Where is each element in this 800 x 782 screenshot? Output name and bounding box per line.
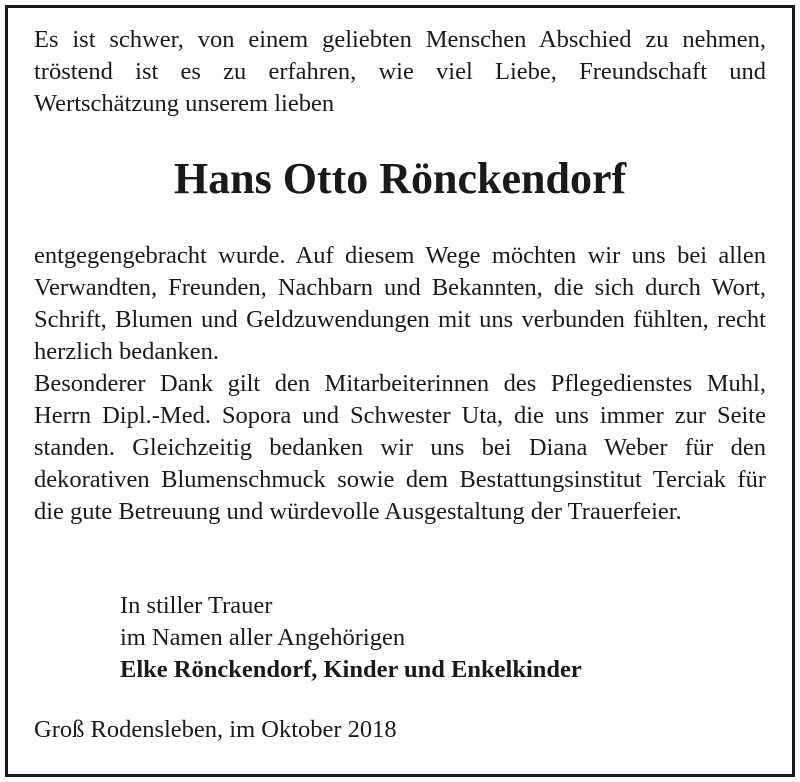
signature-names: Elke Rönckendorf, Kinder und Enkelkinder [120, 656, 582, 683]
intro-section [34, 24, 766, 120]
place-date: Groß Rodensleben, im Oktober 2018 [34, 716, 397, 743]
body-section [34, 240, 766, 528]
place-date-section [34, 714, 766, 746]
thanks-paragraph: entgegengebracht wurde. Auf diesem Wege möchten wir uns bei allen Verwandten, Freunden, Nachbarn und Bekannten, die sich durch Wort, Schrift, Blumen und Geldzuwendungen mit uns verbunden fühlten, recht herzlich bedanken. [34, 242, 766, 365]
intro-paragraph: Es ist schwer, von einem geliebten Menschen Abschied zu nehmen, tröstend ist es zu erfahren, wie viel Liebe, Freundschaft und Wertschätzung unserem lieben [34, 26, 766, 117]
special-thanks-paragraph: Besonderer Dank gilt den Mitarbeiterinnen des Pflegedienstes Muhl, Herrn Dipl.-Med. Sopora und Schwester Uta, die uns immer zur Seite standen. Gleichzeitig bedanken wir uns bei Diana Weber für den dekorativen Blumenschmuck sowie dem Bestattungsinstitut Terciak für die gute Betreuung und würdevolle Ausgestaltung der Trauerfeier. [34, 370, 766, 525]
signature-line-1: In stiller Trauer [120, 592, 273, 619]
signature-block [120, 590, 766, 686]
signature-line-2: im Namen aller Angehörigen [120, 624, 406, 651]
name-section [34, 152, 766, 206]
deceased-name: Hans Otto Rönckendorf [173, 154, 627, 203]
